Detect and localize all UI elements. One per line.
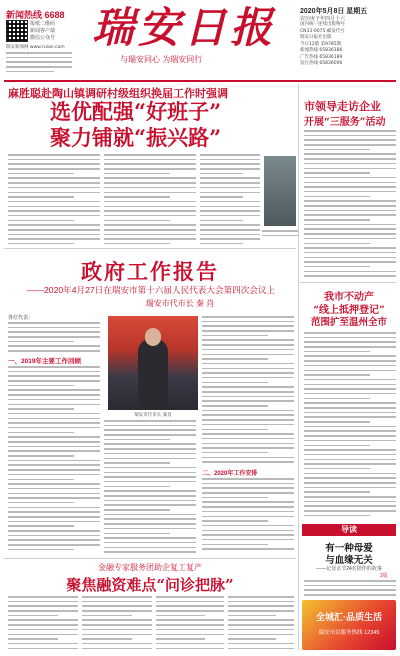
report-headline: 政府工作报告	[81, 259, 219, 284]
side-top-headline-2: 开展“三服务”活动	[304, 117, 386, 128]
lead-kicker: 麻胜聪赴陶山镇调研村级组织换届工作时强调	[8, 88, 228, 100]
report-photo	[108, 316, 198, 410]
report-section-2: 二、2020年工作安排	[202, 471, 258, 477]
report-subtitle: ——2020年4月27日在瑞安市第十六届人民代表大会第四次会议上	[26, 285, 276, 295]
guide-subtitle: ——记母亲节24名陪伴的故事	[316, 566, 382, 572]
report-col-3	[202, 478, 294, 556]
lunar-date: 农历庚子年四月十六	[300, 16, 346, 22]
meta-line: 发行热线 65836006	[300, 61, 343, 66]
guide-page-ref: 2版	[380, 573, 388, 579]
report-col-2	[104, 420, 196, 556]
masthead-left-lines	[6, 52, 72, 74]
finance-headline: 聚焦融资难点“问诊把脉”	[66, 576, 234, 594]
report-photo-caption: 瑞安市代市长 秦肖	[134, 413, 172, 418]
masthead	[0, 0, 400, 80]
hotline-number: 6688	[44, 10, 65, 20]
meta-line: 广告热线 65836189	[300, 54, 343, 60]
meta-line: 瑞安日报社出版	[300, 35, 332, 40]
qr-label-3: 微信公众号	[30, 35, 56, 41]
qr-code-icon	[6, 20, 28, 42]
report-delegates-label: 各位代表：	[8, 315, 34, 321]
side-mid-headline-1: 我市不动产	[324, 292, 374, 303]
finance-col-4	[228, 596, 294, 652]
ad-sub: 瑞安市民服务热线 12345	[318, 630, 380, 636]
report-col-1-top	[8, 322, 100, 352]
masthead-tagline: 与瑞安同心 为瑞安同行	[120, 55, 203, 64]
speaker-head	[145, 328, 161, 346]
guide-label: 导读	[302, 524, 396, 536]
meta-line: 今日12版 第9785期	[300, 41, 342, 47]
ad-text: 全城汇·品质生活	[316, 612, 382, 622]
section-rule	[4, 248, 296, 249]
ad-box[interactable]	[302, 600, 396, 650]
speaker-figure	[138, 338, 168, 410]
lead-headline-1: 选优配强“好班子”	[50, 99, 222, 124]
meta-line: 新闻热线 65836186	[300, 48, 343, 53]
report-section-1: 一、2019年主要工作回顾	[8, 358, 81, 365]
side-rule	[300, 282, 396, 283]
finance-rule	[4, 558, 296, 559]
finance-col-1	[8, 596, 78, 652]
lead-body-col-2	[104, 154, 196, 244]
qr-label-1: 报纸二维码	[30, 21, 56, 27]
meta-line: CN33-0075 邮发代号	[300, 28, 345, 34]
guide-headline-2: 与血缘无关	[325, 555, 373, 566]
issue-date: 2020年5月8日 星期五	[300, 8, 368, 15]
side-mid-headline-2: “线上抵押登记”	[313, 305, 385, 316]
meta-line: 国内统一连续出版物号	[300, 22, 345, 27]
lead-photo-caption	[262, 230, 298, 238]
finance-col-3	[156, 596, 224, 652]
report-col-1	[8, 366, 100, 556]
meta-list	[300, 22, 396, 68]
side-top-headline-1: 市领导走访企业	[304, 100, 381, 113]
masthead-title: 瑞安日报	[92, 3, 277, 52]
hotline-label: 新闻热线	[6, 10, 43, 20]
qr-labels	[30, 21, 72, 42]
column-divider	[298, 84, 299, 650]
finance-col-2	[82, 596, 152, 652]
side-mid-body	[304, 332, 396, 520]
lead-body-col-1	[8, 154, 100, 244]
masthead-rule	[4, 80, 396, 82]
lead-headline-2: 聚力铺就“振兴路”	[50, 125, 222, 150]
report-byline: 瑞安市代市长 秦 肖	[145, 299, 215, 308]
guide-headline-1: 有一种母爱	[325, 543, 373, 554]
qr-label-2: 新闻客户端	[30, 28, 56, 34]
lead-photo	[264, 156, 296, 226]
lead-body-col-3	[200, 154, 260, 244]
report-col-3-top	[202, 316, 294, 466]
website-line: 瑞安新闻网 www.ruian.com	[6, 45, 65, 50]
guide-body	[304, 580, 396, 596]
side-top-body	[304, 130, 396, 278]
finance-kicker: 金融专家服务团助企复工复产	[98, 563, 202, 572]
side-mid-headline-3: 范围扩至温州全市	[310, 317, 387, 328]
